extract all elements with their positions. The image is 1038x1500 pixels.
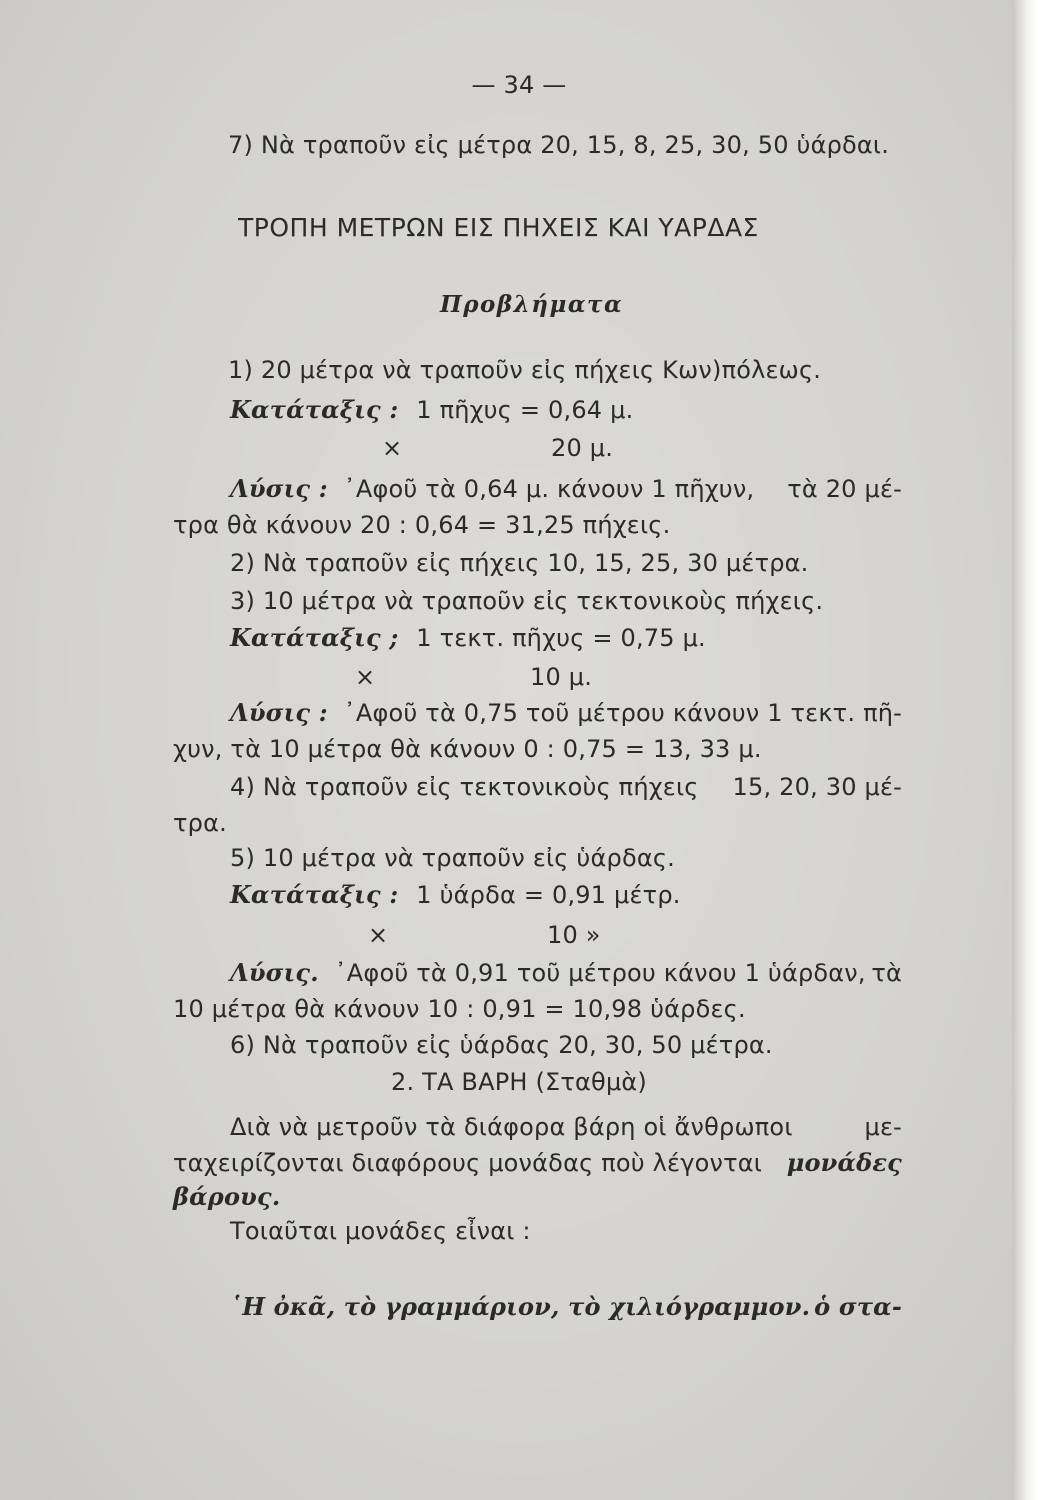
arrangement-text: 1 ὑάρδα = 0,91 μέτρ.	[416, 881, 681, 909]
paragraph-line-c: βάρους.	[173, 1182, 281, 1211]
multiply-sign: ×	[355, 663, 376, 691]
multiplier-value: 10 »	[547, 921, 601, 949]
arrangement-label: Κατάταξις :	[230, 395, 399, 424]
solution-2-line-a: Λύσις : ᾿Αφοῦ τὰ 0,75 τοῦ μέτρου κάνουν 1 τεκτ. πῆ-	[230, 698, 902, 727]
solution-1-line-b: τρα θὰ κάνουν 20 : 0,64 = 31,25 πήχεις.	[173, 511, 671, 539]
multiply-sign: ×	[382, 434, 403, 462]
problem-4-line-a: 4) Νὰ τραποῦν εἰς τεκτονικοὺς πήχεις 15, 20, 30 μέ-	[230, 773, 902, 801]
problem-1: 1) 20 μέτρα νὰ τραποῦν εἰς πήχεις Κων)πόλεως.	[228, 356, 822, 384]
multiply-sign: ×	[368, 921, 389, 949]
multiplier-value: 20 μ.	[551, 434, 614, 462]
problem-5: 5) 10 μέτρα νὰ τραποῦν εἰς ὑάρδας.	[230, 844, 675, 872]
multiplier-value: 10 μ.	[530, 663, 593, 691]
solution-3-line-a: Λύσις. ᾿Αφοῦ τὰ 0,91 τοῦ μέτρου κάνου 1 ὑάρδαν, τὰ	[230, 958, 902, 987]
problems-subheading: Προβλήματα	[440, 291, 624, 318]
problem-3: 3) 10 μέτρα νὰ τραποῦν εἰς τεκτονικοὺς πήχεις.	[230, 587, 824, 615]
arrangement-1	[230, 395, 633, 425]
solution-label: Λύσις :	[230, 698, 328, 727]
paragraph-line-a: Διὰ νὰ μετροῦν τὰ διάφορα βάρη οἱ ἄνθρωποι με-	[230, 1113, 902, 1141]
units-list-line: ῾Η ὀκᾶ, τὸ γραμμάριον, τὸ χιλιόγραμμον. ὁ στα-	[230, 1292, 902, 1321]
solution-label: Λύσις :	[230, 474, 328, 503]
page-edge	[1012, 0, 1038, 1500]
arrangement-3	[230, 880, 681, 910]
problem-7: 7) Νὰ τραποῦν εἰς μέτρα 20, 15, 8, 25, 30, 50 ὑάρδαι.	[228, 131, 890, 159]
arrangement-text: 1 τεκτ. πῆχυς = 0,75 μ.	[416, 624, 706, 652]
solution-label: Λύσις.	[230, 958, 319, 987]
problem-4-line-b: τρα.	[173, 809, 227, 837]
units-intro: Τοιαῦται μονάδες εἶναι :	[230, 1217, 531, 1245]
paragraph-line-b: ταχειρίζονται διαφόρους μονάδας ποὺ λέγονται μονάδες	[173, 1148, 902, 1177]
arrangement-label: Κατάταξις ;	[230, 623, 399, 652]
problem-2: 2) Νὰ τραποῦν εἰς πήχεις 10, 15, 25, 30 μέτρα.	[230, 549, 809, 577]
arrangement-label: Κατάταξις :	[230, 880, 399, 909]
problem-6: 6) Νὰ τραποῦν εἰς ὑάρδας 20, 30, 50 μέτρα.	[230, 1031, 773, 1059]
arrangement-text: 1 πῆχυς = 0,64 μ.	[416, 396, 634, 424]
solution-1-line-a: Λύσις : ᾿Αφοῦ τὰ 0,64 μ. κάνουν 1 πῆχυν, τὰ 20 μέ-	[230, 474, 902, 503]
page-number: — 34 —	[471, 71, 567, 99]
section-2-heading: 2. ΤΑ ΒΑΡΗ (Σταθμὰ)	[391, 1068, 647, 1096]
arrangement-2	[230, 623, 706, 653]
solution-3-line-b: 10 μέτρα θὰ κάνουν 10 : 0,91 = 10,98 ὑάρδες.	[173, 995, 746, 1023]
section-heading: ΤΡΟΠΗ ΜΕΤΡΩΝ ΕΙΣ ΠΗΧΕΙΣ ΚΑΙ ΥΑΡΔΑΣ	[238, 213, 759, 242]
solution-2-line-b: χυν, τὰ 10 μέτρα θὰ κάνουν 0 : 0,75 = 13, 33 μ.	[173, 735, 762, 763]
